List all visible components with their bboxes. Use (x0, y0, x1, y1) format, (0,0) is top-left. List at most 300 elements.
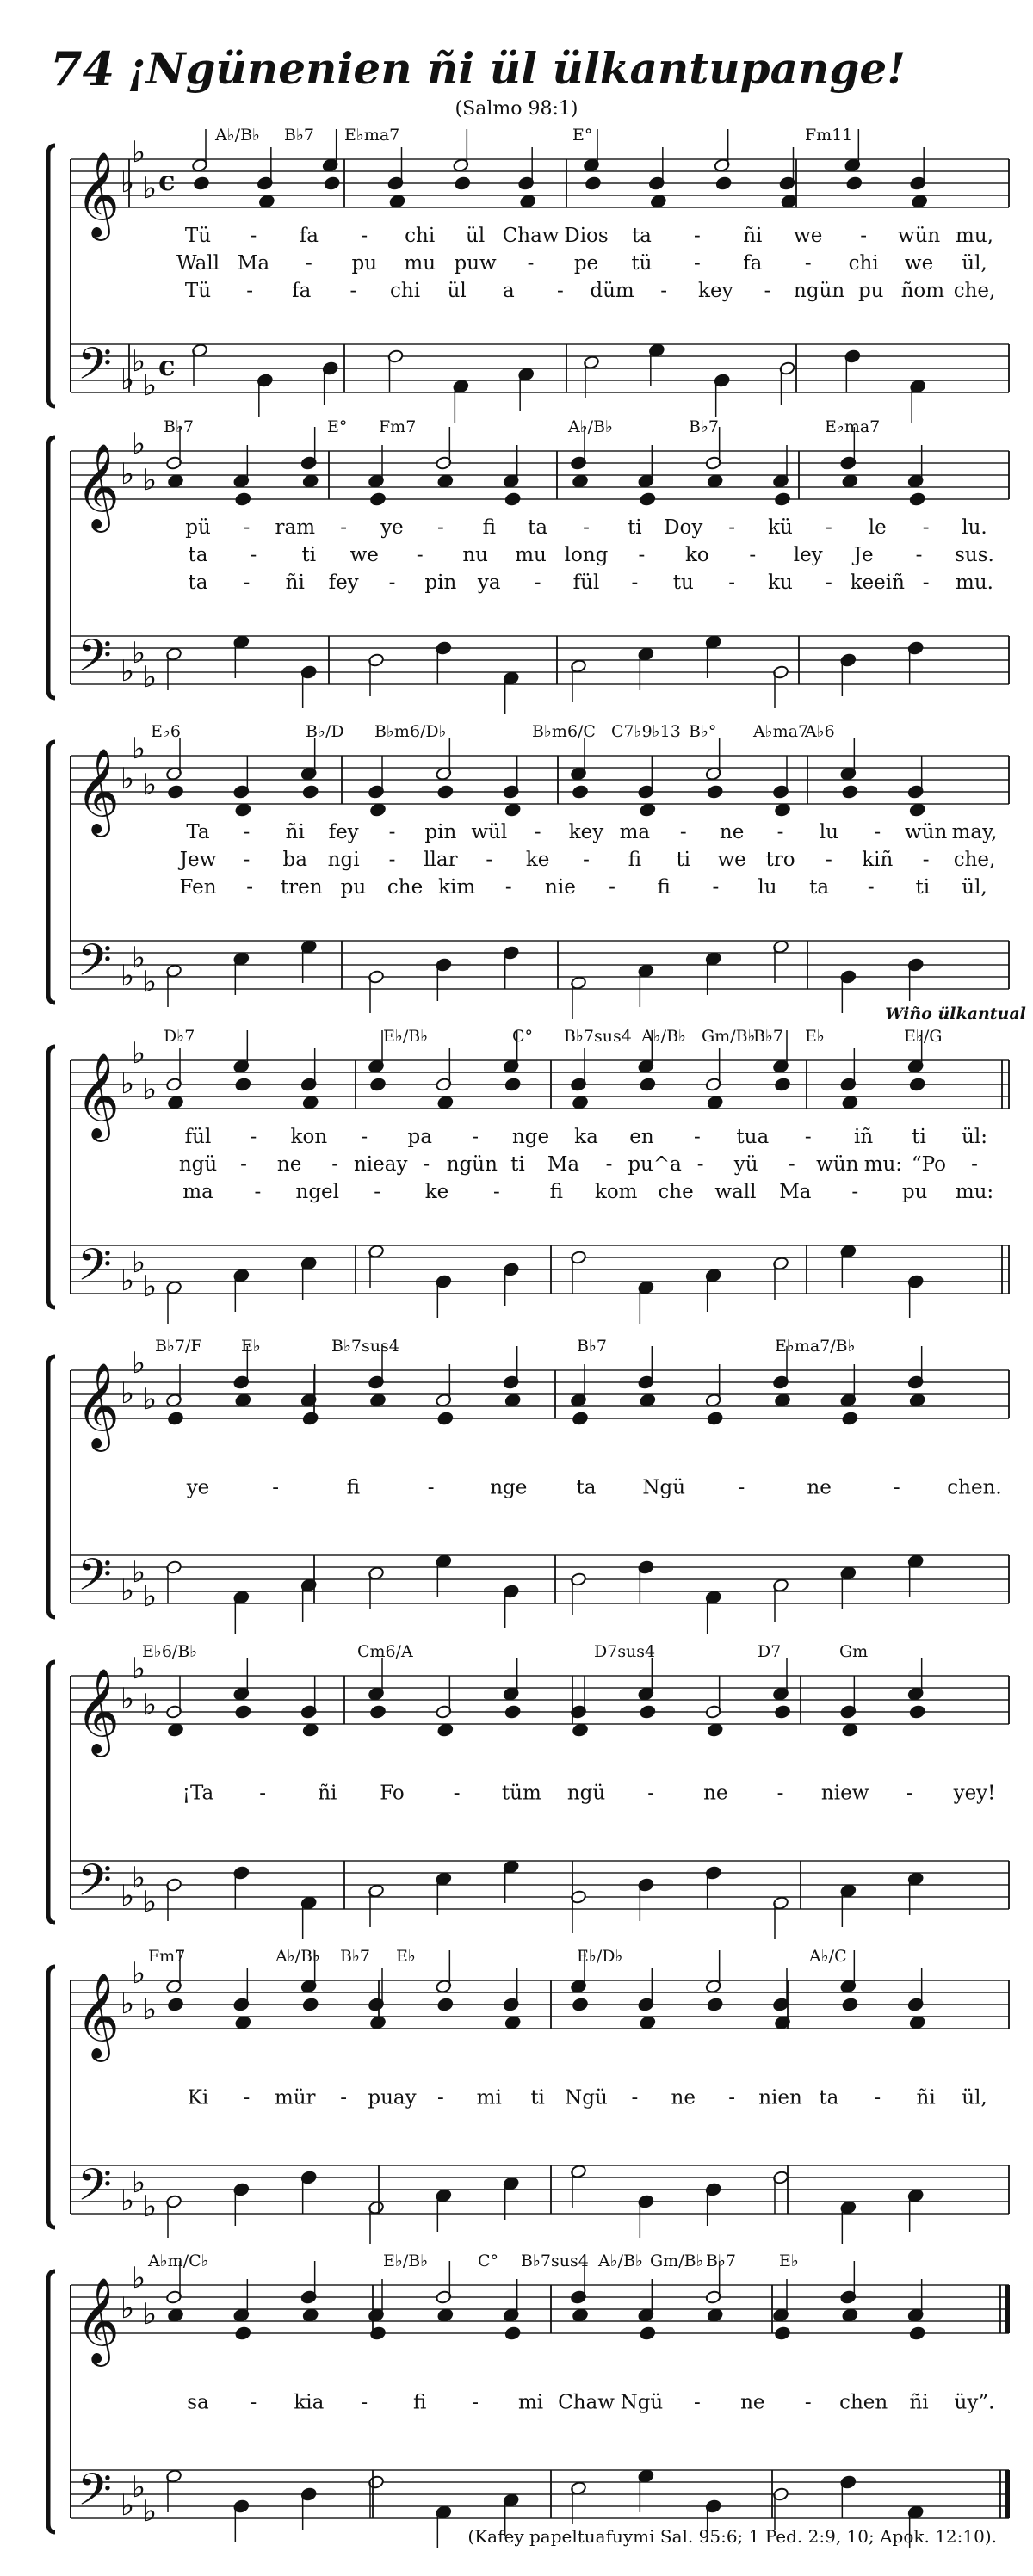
treble-clef-icon: 𝄞 (76, 443, 120, 529)
notehead (167, 2308, 183, 2323)
lyric-syllable: pu (340, 876, 367, 899)
lyric-syllable: - (254, 1181, 262, 1203)
chord-symbol: E♭/D♭ (577, 1947, 623, 1966)
lyric-syllable: puw (454, 252, 497, 275)
lyric-syllable: - (388, 849, 396, 871)
flat-icon: ♭ (143, 2494, 158, 2529)
chord-symbol: A♭/B♭ (598, 2252, 644, 2270)
lyric-syllable: - (272, 1476, 280, 1499)
lyric-syllable: wün (904, 821, 948, 843)
notehead (504, 2016, 521, 2030)
lyric-syllable: ram (275, 516, 316, 539)
lyric-syllable: - (436, 516, 444, 539)
lyric-syllable: ül (447, 280, 467, 302)
lyric-syllable: - (647, 1782, 655, 1805)
flat-icon: ♭ (121, 362, 135, 397)
notehead (640, 492, 656, 507)
notehead (912, 195, 928, 209)
lyric-syllable: ta (188, 544, 208, 566)
lyric-syllable: ne (807, 1476, 832, 1499)
lyric-syllable: yü (733, 1153, 758, 1176)
lyric-syllable: Dios (564, 225, 609, 247)
lyric-syllable: - (583, 516, 590, 539)
chord-symbol: A♭/B♭ (568, 417, 614, 436)
lyric-syllable: - (728, 571, 736, 594)
lyric-syllable: wall (714, 1181, 757, 1203)
lyric-syllable: Ma (547, 1153, 580, 1176)
flat-icon: ♭ (143, 2190, 158, 2224)
lyric-syllable: mi (476, 2086, 502, 2110)
lyric-syllable: - (472, 2391, 479, 2414)
lyric-syllable: Jew (179, 849, 217, 871)
lyric-syllable: - (693, 2391, 701, 2414)
notehead (909, 1705, 925, 1720)
lyric-syllable: fey (328, 821, 359, 843)
notehead (235, 803, 251, 818)
lyric-syllable: ngi (327, 849, 360, 871)
chord-symbol: C° (512, 1027, 534, 1046)
lyric-syllable: - (583, 849, 590, 871)
bass-staff (71, 1548, 1009, 1634)
lyric-syllable: nieay (353, 1153, 408, 1176)
lyric-syllable: - (246, 280, 254, 302)
chord-symbol: A♭/B♭ (215, 126, 261, 145)
lyric-syllable: Ngü (620, 2391, 664, 2414)
lyric-syllable: ngü (178, 1153, 218, 1176)
notehead (842, 1096, 858, 1110)
notehead (774, 1705, 790, 1720)
notehead (707, 2308, 723, 2323)
notehead (167, 474, 183, 489)
lyric-syllable: ta (528, 516, 548, 539)
lyric-syllable: - (693, 252, 701, 275)
chord-symbol: D7sus4 (594, 1642, 656, 1661)
lyric-syllable: - (922, 516, 930, 539)
flat-icon: ♭ (143, 1269, 158, 1304)
lyric-syllable: may, (951, 821, 998, 843)
lyric-syllable: - (250, 1126, 257, 1148)
notehead (650, 195, 666, 209)
treble-staff (71, 2261, 1009, 2367)
lyric-syllable: fa (292, 280, 312, 302)
lyric-syllable: mu: (955, 1181, 994, 1203)
lyric-syllable: - (922, 849, 930, 871)
notehead (909, 492, 925, 507)
notehead (640, 1393, 656, 1408)
lyric-syllable: - (728, 2086, 736, 2110)
lyric-syllable: Ta (186, 821, 210, 843)
flat-icon: ♭ (143, 368, 158, 403)
flat-icon: ♭ (143, 1579, 158, 1614)
lyric-syllable: - (246, 876, 254, 899)
lyric-syllable: Ma (237, 252, 270, 275)
notehead (437, 1096, 454, 1110)
chord-symbol: D7 (758, 1642, 782, 1661)
flat-icon: ♭ (132, 1036, 146, 1071)
notehead (572, 1998, 588, 2012)
chord-symbol: Gm/B♭ (702, 1027, 756, 1046)
treble-clef-icon: 𝄞 (76, 748, 120, 834)
chord-symbol: B♭m6/C (532, 722, 596, 741)
lyric-syllable: - (804, 1126, 812, 1148)
lyric-syllable: Tü (184, 280, 212, 302)
lyric-syllable: kiñ (862, 849, 894, 871)
lyric-syllable: tu (672, 571, 694, 594)
lyric-syllable: ti (510, 1153, 525, 1176)
notehead (302, 1723, 319, 1738)
lyric-syllable: - (504, 876, 512, 899)
lyric-syllable: - (423, 1153, 430, 1176)
notehead (781, 195, 797, 209)
flat-icon: ♭ (132, 941, 146, 975)
treble-clef-icon: 𝄞 (76, 1053, 120, 1139)
lyric-syllable: nie (545, 876, 576, 899)
chord-symbol: B♭m6/D♭ (374, 722, 447, 741)
system-6 (48, 1642, 1009, 1939)
system-bracket (48, 1662, 55, 1923)
notehead (842, 1998, 858, 2012)
flat-icon: ♭ (121, 1376, 135, 1411)
notehead (235, 1705, 251, 1720)
lyric-syllable: - (243, 821, 251, 843)
lyric-syllable: - (534, 821, 541, 843)
flat-icon: ♭ (121, 457, 135, 491)
scripture-reference: (Salmo 98:1) (455, 98, 578, 120)
notehead (640, 1705, 656, 1720)
notehead (909, 803, 925, 818)
chord-symbol: E° (572, 126, 593, 145)
lyric-syllable: sa (187, 2391, 209, 2414)
notehead (504, 2326, 521, 2341)
flat-icon: ♭ (132, 1245, 146, 1280)
treble-staff (71, 1950, 1009, 2062)
lyric-syllable: ñi (916, 2086, 936, 2110)
flat-icon: ♭ (121, 2184, 135, 2218)
flat-icon: ♭ (121, 959, 135, 993)
notehead (707, 785, 723, 800)
notehead (167, 1096, 183, 1110)
lyric-syllable: kü (768, 516, 793, 539)
notehead (640, 2016, 656, 2030)
lyric-syllable: pin (424, 821, 457, 843)
notehead (909, 2326, 925, 2341)
lyric-syllable: üy”. (954, 2391, 995, 2414)
lyric-syllable: ti (628, 516, 642, 539)
bass-clef-icon: 𝄢 (77, 1548, 112, 1611)
lyric-syllable: mi (517, 2391, 544, 2414)
lyric-syllable: ñi (743, 225, 763, 247)
footnote-references: (Kafey papeltuafuymi Sal. 95:6; 1 Ped. 2:9, 10; Apok. 12:10). (467, 2526, 997, 2547)
lyric-syllable: - (788, 1153, 795, 1176)
lyric-syllable: Tü (184, 225, 212, 247)
lyric-syllable: lu (819, 821, 838, 843)
lyric-syllable: - (825, 516, 832, 539)
lyric-syllable: - (693, 1126, 701, 1148)
lyric-syllable: we (794, 225, 823, 247)
flat-icon: ♭ (132, 2261, 146, 2295)
lyric-syllable: - (851, 1181, 859, 1203)
bass-clef-icon: 𝄢 (77, 2159, 112, 2221)
notehead (504, 803, 521, 818)
chord-symbol: B♭7 (284, 126, 315, 145)
lyric-syllable: - (557, 280, 564, 302)
notehead (302, 1096, 319, 1110)
flat-icon: ♭ (132, 1956, 146, 1991)
flat-icon: ♭ (121, 1879, 135, 1913)
flat-icon: ♭ (132, 135, 146, 170)
notehead (707, 1998, 723, 2012)
lyric-syllable: chen. (947, 1476, 1002, 1499)
lyric-syllable: - (749, 544, 757, 566)
notehead (842, 785, 858, 800)
lyric-syllable: ta (631, 225, 652, 247)
lyric-syllable: che, (953, 849, 996, 871)
lyric-syllable: ñi (909, 2391, 929, 2414)
flat-icon: ♭ (143, 1885, 158, 1919)
notehead (302, 1412, 319, 1426)
lyric-syllable: nge (490, 1476, 528, 1499)
notehead (842, 1412, 858, 1426)
chord-symbol: E♭/G (904, 1027, 943, 1046)
lyric-syllable: ke (525, 849, 550, 871)
system-8 (48, 2252, 1009, 2548)
flat-icon: ♭ (121, 762, 135, 796)
lyric-syllable: tren (280, 876, 323, 899)
lyric-syllable: ti (912, 1126, 926, 1148)
lyric-syllable: long (564, 544, 609, 566)
lyric-syllable: ley (793, 544, 823, 566)
notehead (774, 1078, 790, 1092)
lyric-syllable: chi (405, 225, 436, 247)
lyric-syllable: wün (897, 225, 941, 247)
flat-icon: ♭ (121, 1066, 135, 1101)
lyric-syllable: - (915, 544, 923, 566)
notehead (572, 474, 588, 489)
lyric-syllable: - (340, 516, 348, 539)
lyric-syllable: - (340, 2086, 348, 2110)
lyric-syllable: - (527, 252, 535, 275)
flat-icon: ♭ (143, 171, 158, 206)
lyric-syllable: ne (740, 2391, 765, 2414)
lyric-syllable: ¡Ta (182, 1782, 214, 1805)
notehead (235, 492, 251, 507)
lyric-syllable: pe (573, 252, 599, 275)
flat-icon: ♭ (121, 1573, 135, 1608)
notehead (504, 1393, 521, 1408)
treble-staff (71, 1346, 1009, 1452)
lyric-syllable: we (904, 252, 934, 275)
lyric-syllable: nge (511, 1126, 550, 1148)
notehead (302, 2308, 319, 2323)
lyric-syllable: - (776, 1782, 784, 1805)
chord-symbol: B♭° (689, 722, 717, 741)
notehead (258, 195, 275, 209)
notehead (437, 1723, 454, 1738)
bass-clef-icon: 𝄢 (77, 337, 112, 400)
chord-symbol: B♭7/F (155, 1337, 202, 1356)
lyric-syllable: - (631, 571, 639, 594)
lyric-syllable: fi (657, 876, 671, 899)
chord-symbol: E♭ (805, 1027, 825, 1046)
lyric-syllable: - (609, 876, 615, 899)
lyric-syllable: sus. (955, 544, 994, 566)
notehead (167, 1998, 183, 2012)
lyric-syllable: pu (857, 280, 884, 302)
lyric-syllable: - (243, 849, 251, 871)
bass-staff (71, 2159, 1009, 2244)
lyric-syllable: - (453, 1782, 461, 1805)
lyric-syllable: - (605, 1153, 613, 1176)
flat-icon: ♭ (143, 2297, 158, 2332)
lyric-syllable: - (638, 544, 646, 566)
lyric-syllable: keeiñ (850, 571, 905, 594)
lyric-syllable: ne (671, 2086, 696, 2110)
notehead (193, 176, 209, 191)
lyric-syllable: - (243, 2086, 251, 2110)
lyric-syllable: llar (424, 849, 458, 871)
system-bracket (48, 742, 55, 1003)
notehead (572, 2308, 588, 2323)
chord-symbol: E♭ (241, 1337, 261, 1356)
lyric-syllable: Ngü (642, 1476, 686, 1499)
notehead (302, 1998, 319, 2012)
flat-icon: ♭ (121, 1263, 135, 1298)
chord-symbol: B♭7 (689, 417, 720, 436)
lyric-syllable: key (568, 821, 604, 843)
lyric-syllable: - (486, 849, 493, 871)
notehead (842, 2308, 858, 2323)
notehead (167, 1723, 183, 1738)
flat-icon: ♭ (143, 1382, 158, 1417)
lyric-syllable: kia (294, 2391, 325, 2414)
treble-clef-icon: 𝄞 (76, 2277, 120, 2363)
lyric-syllable: - (971, 1153, 978, 1176)
system-bracket (48, 1356, 55, 1617)
notehead (774, 803, 790, 818)
notehead (715, 176, 732, 191)
lyric-syllable: en (629, 1126, 654, 1148)
lyric-syllable: ngün (446, 1153, 498, 1176)
chord-symbol: B♭7 (753, 1027, 784, 1046)
lyric-syllable: kim (438, 876, 476, 899)
hymn-number: 74 (50, 41, 115, 96)
lyric-syllable: ka (574, 1126, 598, 1148)
lyric-syllable: fi (482, 516, 496, 539)
lyric-syllable: fa (743, 252, 763, 275)
notehead (235, 1393, 251, 1408)
lyric-syllable: - (427, 1476, 435, 1499)
lyric-syllable: - (764, 280, 771, 302)
flat-icon: ♭ (143, 1072, 158, 1107)
lyric-syllable: ta (576, 1476, 597, 1499)
lyric-syllable: tü (631, 252, 653, 275)
chord-symbol: Cm6/A (357, 1642, 413, 1661)
system-bracket (48, 1047, 55, 1307)
chord-symbol: E♭6 (151, 722, 181, 741)
lyric-syllable: tro (765, 849, 795, 871)
lyric-syllable: - (472, 1126, 479, 1148)
flat-icon: ♭ (143, 965, 158, 999)
notehead (842, 1723, 858, 1738)
chord-symbol: B♭7sus4 (564, 1027, 632, 1046)
lyric-syllable: yey! (953, 1782, 996, 1805)
lyric-syllable: fa (299, 225, 319, 247)
chord-symbol: E♭/B♭ (383, 1027, 429, 1046)
lyric-syllable: ti (676, 849, 691, 871)
lyric-syllable: le (868, 516, 887, 539)
notehead (909, 1393, 925, 1408)
lyric-syllable: - (240, 1153, 247, 1176)
notehead (842, 474, 858, 489)
notehead (572, 1096, 588, 1110)
notehead (235, 1078, 251, 1092)
lyric-syllable: pü (185, 516, 211, 539)
lyric-syllable: Wall (176, 252, 220, 275)
lyric-syllable: - (305, 252, 312, 275)
lyric-syllable: fey (328, 571, 359, 594)
notehead (640, 2326, 656, 2341)
flat-icon: ♭ (132, 2470, 146, 2505)
system-3 (48, 722, 1009, 1019)
bass-clef-icon: 𝄢 (77, 629, 112, 692)
lyric-syllable: ngü (566, 1782, 606, 1805)
lyric-syllable: ta (819, 2086, 839, 2110)
flat-icon: ♭ (132, 1652, 146, 1686)
flat-icon: ♭ (132, 1861, 146, 1895)
lyric-syllable: “Po (911, 1153, 947, 1176)
lyric-syllable: - (388, 821, 396, 843)
flat-icon: ♭ (121, 1682, 135, 1716)
lyric-syllable: Doy (664, 516, 703, 539)
lyric-syllable: chi (390, 280, 421, 302)
lyric-syllable: ül, (962, 2086, 987, 2110)
notehead (389, 195, 405, 209)
notehead (235, 2016, 251, 2030)
lyric-syllable: wül (471, 821, 508, 843)
lyric-syllable: che, (953, 280, 996, 302)
notehead (437, 1998, 454, 2012)
notehead (437, 2308, 454, 2323)
notehead (369, 803, 386, 818)
lyric-syllable: - (361, 2391, 368, 2414)
flat-icon: ♭ (121, 165, 135, 200)
chord-symbol: Fm7 (379, 417, 417, 436)
common-time-icon: c (158, 164, 176, 197)
lyric-syllable: - (825, 571, 832, 594)
lyric-syllable: key (698, 280, 733, 302)
notehead (774, 2326, 790, 2341)
lyric-syllable: ngün (794, 280, 845, 302)
lyric-syllable: - (893, 1476, 900, 1499)
lyric-syllable: Ma (779, 1181, 812, 1203)
lyric-syllable: fül (184, 1126, 212, 1148)
lyric-syllable: Chaw (502, 225, 560, 247)
chord-symbol: B♭7 (340, 1947, 371, 1966)
lyric-syllable: - (712, 876, 720, 899)
flat-icon: ♭ (132, 344, 146, 379)
notehead (369, 492, 386, 507)
treble-clef-icon: 𝄞 (76, 151, 120, 238)
notehead (167, 785, 183, 800)
lyric-syllable: Je (853, 544, 874, 566)
lyric-syllable: - (825, 849, 832, 871)
chord-symbol: Gm (839, 1642, 869, 1661)
lyric-syllable: ne (276, 1153, 302, 1176)
lyric-syllable: ye (380, 516, 404, 539)
notehead (707, 1096, 723, 1110)
lyric-syllable: fül (572, 571, 600, 594)
lyric-syllable: - (493, 1181, 500, 1203)
